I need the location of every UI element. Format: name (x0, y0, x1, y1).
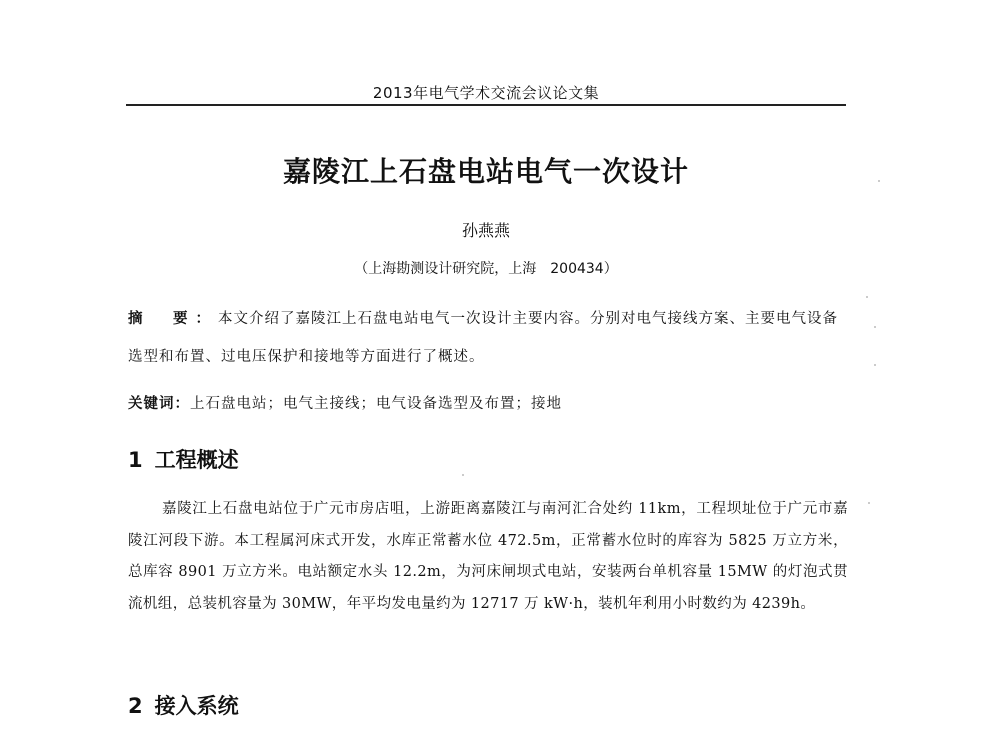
running-header: 2013年电气学术交流会议论文集 (372, 84, 600, 102)
abstract-text: 本文介绍了嘉陵江上石盘电站电气一次设计主要内容。分别对电气接线方案、主要电气设备选型和布置、过电压保护和接地等方面进行了概述。 (128, 311, 838, 365)
section-number: 1 (128, 448, 143, 472)
author-name: 孙燕燕 (461, 221, 510, 240)
scan-speck (874, 364, 876, 366)
section-heading-2 (128, 690, 239, 720)
section-heading-1 (128, 444, 239, 474)
section-1-paragraph: 嘉陵江上石盘电站位于广元市房店咀，上游距离嘉陵江与南河汇合处约 11km，工程坝址位于广元市嘉陵江河段下游。本工程属河床式开发，水库正常蓄水位 472.5m，正常蓄水位时的库容为 5825 万立方米，总库容 8901 万立方米。电站额定水头 12.2m，为河床闸坝式电站，安装两台单机容量 15MW 的灯泡式贯流机组，总装机容量为 30MW，年平均发电量约为 12717 万 kW·h，装机年利用小时数约为 4239h。 (128, 501, 848, 612)
section-number: 2 (128, 694, 143, 718)
keywords (128, 388, 848, 420)
scan-speck (868, 502, 870, 504)
scan-speck (874, 326, 876, 328)
keywords-label: 关键词： (128, 395, 190, 412)
author-affiliation: （上海勘测设计研究院，上海 200434） (354, 261, 618, 277)
scan-speck (866, 296, 868, 298)
scan-speck (878, 180, 880, 182)
section-title: 工程概述 (154, 448, 239, 472)
section-title: 接入系统 (154, 694, 239, 718)
abstract (128, 300, 848, 376)
keywords-text: 上石盘电站；电气主接线；电气设备选型及布置；接地 (190, 396, 562, 412)
paper-title: 嘉陵江上石盘电站电气一次设计 (282, 155, 689, 188)
abstract-label: 摘 要： (128, 310, 218, 327)
scan-speck (462, 474, 464, 476)
header-rule (126, 104, 846, 106)
